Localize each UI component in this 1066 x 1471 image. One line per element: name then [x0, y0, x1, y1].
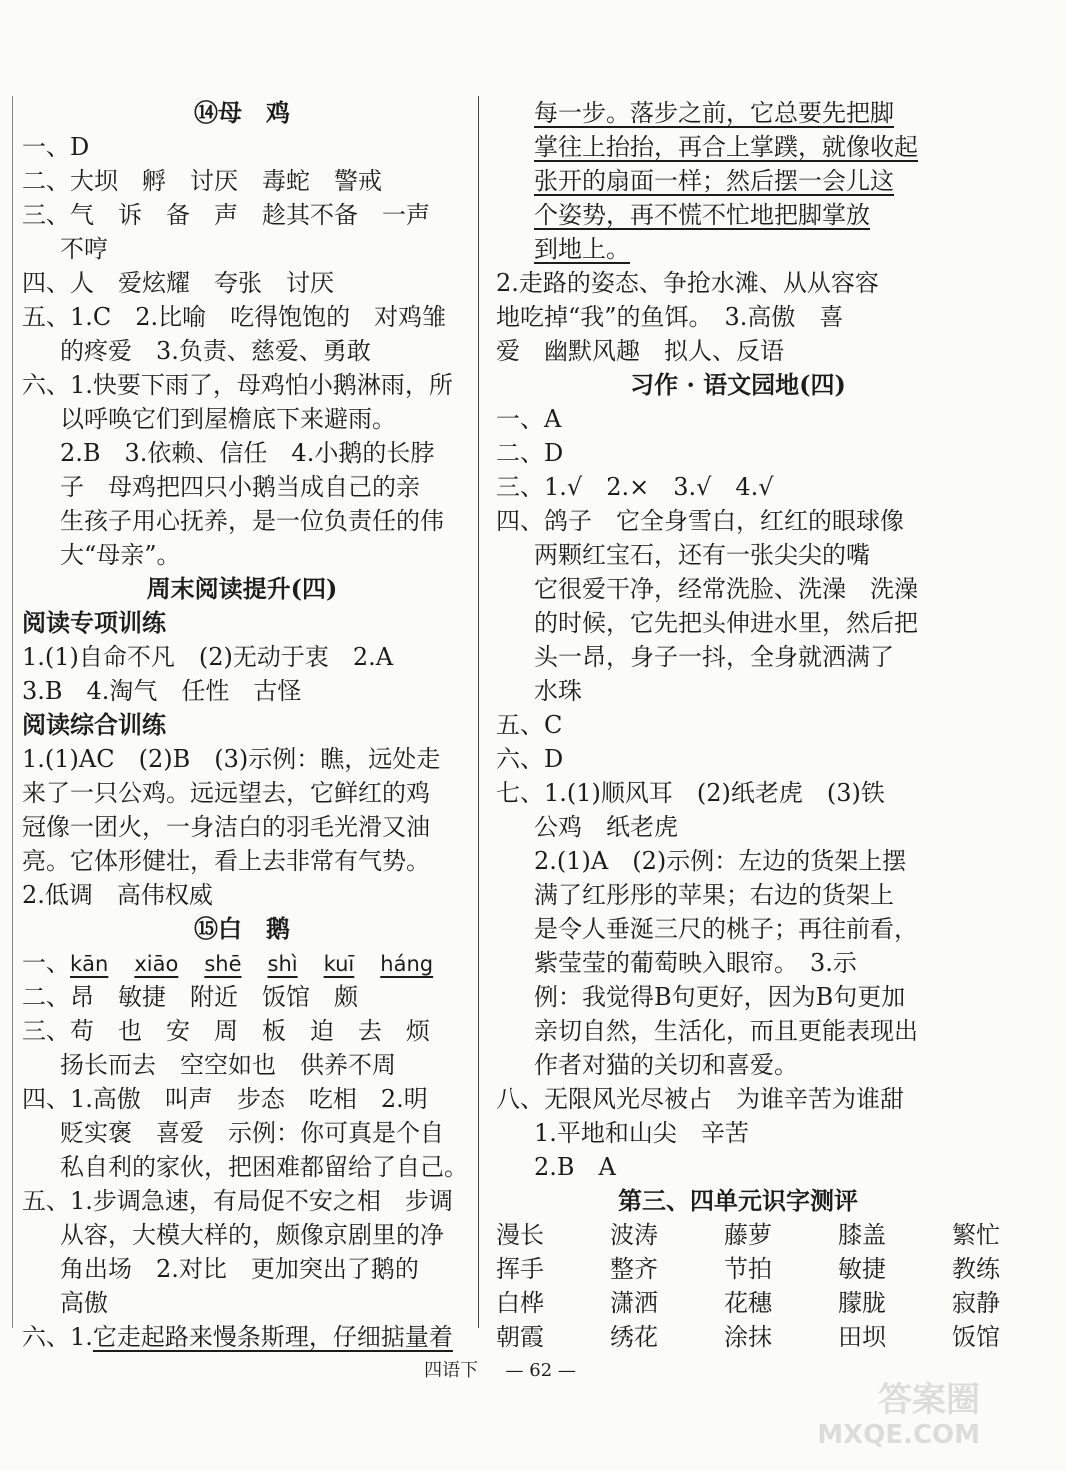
underlined-line: [496, 232, 980, 266]
answer-line: 贬实褒 喜爱 示例：你可真是个自: [60, 1119, 444, 1147]
word-item: 寂静: [952, 1289, 1000, 1317]
answer-line: 四、1.高傲 叫声 步态 吃相 2.明: [22, 1085, 428, 1113]
word-item: 挥手: [496, 1255, 544, 1283]
underlined-answer: 到地上。: [534, 235, 630, 263]
answer-line: 它很爱干净，经常洗脸、洗澡 洗澡: [534, 575, 918, 603]
word-row: [496, 1320, 1000, 1354]
watermark-line2: MXQE.COM: [817, 1420, 980, 1450]
answer-line: [22, 1320, 462, 1354]
word-item: 教练: [952, 1255, 1000, 1283]
answer-line: 2.(1)A (2)示例：左边的货架上摆: [534, 847, 907, 875]
section-title: ⑮白 鹅: [194, 914, 290, 943]
left-margin-rule: [12, 96, 13, 1328]
footer-label: 四语下: [424, 1360, 479, 1381]
underlined-answer: 每一步。落步之前，它总要先把脚: [534, 99, 894, 127]
underlined-answer: 掌往上抬抬，再合上掌蹼，就像收起: [534, 133, 918, 161]
answer-line: 1.(1)自命不凡 (2)无动于衷 2.A: [22, 643, 394, 671]
underlined-answer: 张开的扇面一样；然后摆一会儿这: [534, 167, 894, 195]
word-item: 朝霞: [496, 1323, 544, 1351]
answer-line: 从容，大模大样的，颇像京剧里的净: [60, 1221, 444, 1249]
pinyin-answer: kuī: [323, 952, 355, 976]
answer-line: 三、1.√ 2.× 3.√ 4.√: [496, 473, 774, 501]
answer-line: 五、C: [496, 711, 563, 739]
underlined-line: [496, 164, 980, 198]
answer-line: 二、大坝 孵 讨厌 毒蛇 警戒: [22, 167, 382, 195]
word-item: 敏捷: [838, 1255, 886, 1283]
answer-line: 2.走路的姿态、争抢水滩、从从容容: [496, 269, 879, 297]
word-row: [496, 1252, 1000, 1286]
answer-line: 阅读综合训练: [22, 710, 166, 739]
underlined-line: [496, 198, 980, 232]
word-item: 花穗: [724, 1289, 772, 1317]
watermark-logo: [780, 1380, 980, 1460]
answer-line: 二、昂 敏捷 附近 饭馆 颇: [22, 983, 358, 1011]
answer-line: 两颗红宝石，还有一张尖尖的嘴: [534, 541, 870, 569]
answer-line: 六、1.快要下雨了，母鸡怕小鹅淋雨，所: [22, 371, 453, 399]
answer-line: 的疼爱 3.负责、慈爱、勇敢: [60, 337, 371, 365]
answer-line: 紫莹莹的葡萄映入眼帘。 3.示: [534, 949, 857, 977]
pinyin-answer: kān: [70, 952, 109, 976]
answer-line: 角出场 2.对比 更加突出了鹅的: [60, 1255, 419, 1283]
answer-line: 水珠: [534, 677, 582, 705]
pinyin-answer: háng: [380, 952, 434, 976]
word-item: 饭馆: [952, 1323, 1000, 1351]
answer-line: 二、D: [496, 439, 564, 467]
pinyin-answer: shē: [204, 952, 242, 976]
left-column: [22, 96, 468, 1354]
answer-line: 七、1.(1)顺风耳 (2)纸老虎 (3)铁: [496, 779, 885, 807]
answer-line: 子 母鸡把四只小鹅当成自己的亲: [60, 473, 420, 501]
answer-line: 六、D: [496, 745, 564, 773]
word-item: 涂抹: [724, 1323, 772, 1351]
underlined-line: [496, 130, 980, 164]
answer-line: 扬长而去 空空如也 供养不周: [60, 1051, 396, 1079]
answer-line: 例：我觉得B句更好，因为B句更加: [534, 983, 906, 1011]
answer-line: 大“母亲”。: [60, 541, 181, 569]
answer-line: 爱 幽默风趣 拟人、反语: [496, 337, 784, 365]
page-number: — 62 —: [505, 1360, 576, 1381]
answer-line: 以呼唤它们到屋檐底下来避雨。: [60, 405, 396, 433]
underlined-answer: 它走起路来慢条斯理，仔细掂量着: [92, 1323, 453, 1351]
word-item: 潇洒: [610, 1289, 658, 1317]
answer-line: 四、人 爱炫耀 夸张 讨厌: [22, 269, 334, 297]
word-item: 膝盖: [838, 1221, 886, 1249]
answer-line: 亲切自然，生活化，而且更能表现出: [534, 1017, 918, 1045]
answer-line: 不哼: [60, 235, 108, 263]
word-item: 漫长: [496, 1221, 544, 1249]
word-item: 绣花: [610, 1323, 658, 1351]
answer-line: 来了一只公鸡。远远望去，它鲜红的鸡: [22, 779, 430, 807]
page-footer: [0, 1356, 1000, 1382]
answer-line: 1.平地和山尖 辛苦: [534, 1119, 749, 1147]
answer-line: 一、A: [496, 405, 562, 433]
column-divider: [478, 96, 479, 1328]
answer-line: 是令人垂涎三尺的桃子；再往前看，: [534, 915, 918, 943]
word-item: 藤萝: [724, 1221, 772, 1249]
section-title: ⑭母 鸡: [194, 98, 290, 127]
answer-line: 3.B 4.淘气 任性 古怪: [22, 677, 302, 705]
answer-line: 1.(1)AC (2)B (3)示例：瞧，远处走: [22, 745, 441, 773]
section-title: 周末阅读提升(四): [146, 574, 338, 603]
watermark-line1: 答案圈: [878, 1380, 980, 1420]
answer-line: 阅读专项训练: [22, 608, 166, 637]
answer-line: 2.低调 高伟权威: [22, 881, 213, 909]
word-row: [496, 1286, 1000, 1320]
word-item: 田坝: [838, 1323, 886, 1351]
answer-line: 地吃掉“我”的鱼饵。 3.高傲 喜: [496, 303, 844, 331]
answer-prefix: 六、1.: [22, 1323, 93, 1351]
answer-line: 高傲: [60, 1289, 108, 1317]
answer-line: 一、D: [22, 133, 90, 161]
word-item: 节拍: [724, 1255, 772, 1283]
section-title: 习作 · 语文园地(四): [630, 370, 846, 399]
answer-line: 2.B A: [534, 1153, 616, 1181]
answer-line: 生孩子用心抚养，是一位负责任的伟: [60, 507, 444, 535]
answer-line: 2.B 3.依赖、信任 4.小鹅的长脖: [60, 439, 435, 467]
answer-line: 私自利的家伙，把困难都留给了自己。: [60, 1153, 468, 1181]
answer-line: 冠像一团火，一身洁白的羽毛光滑又油: [22, 813, 430, 841]
answer-line: 作者对猫的关切和喜爱。: [534, 1051, 798, 1079]
word-item: 朦胧: [838, 1289, 886, 1317]
underlined-line: [496, 96, 980, 130]
answer-line: 四、鸽子 它全身雪白，红红的眼球像: [496, 507, 904, 535]
right-column: [496, 96, 1000, 1354]
answer-line: 八、无限风光尽被占 为谁辛苦为谁甜: [496, 1085, 904, 1113]
word-item: 整齐: [610, 1255, 658, 1283]
pinyin-answer: shì: [267, 952, 298, 976]
section-title: 第三、四单元识字测评: [618, 1186, 858, 1215]
answer-line: 的时候，它先把头伸进水里，然后把: [534, 609, 918, 637]
word-item: 白桦: [496, 1289, 544, 1317]
answer-line: 五、1.步调急速，有局促不安之相 步调: [22, 1187, 453, 1215]
pinyin-row: [22, 946, 462, 980]
answer-line: 三、苟 也 安 周 板 迫 去 烦: [22, 1017, 430, 1045]
answer-line: 满了红彤彤的苹果；右边的货架上: [534, 881, 894, 909]
answer-line: 亮。它体形健壮，看上去非常有气势。: [22, 847, 430, 875]
answer-line: 头一昂，身子一抖，全身就洒满了: [534, 643, 894, 671]
pinyin-prefix: 一、: [22, 949, 70, 977]
answer-line: 公鸡 纸老虎: [534, 813, 678, 841]
word-row: [496, 1218, 1000, 1252]
word-item: 波涛: [610, 1221, 658, 1249]
answer-line: 五、1.C 2.比喻 吃得饱饱的 对鸡雏: [22, 303, 447, 331]
underlined-answer: 个姿势，再不慌不忙地把脚掌放: [534, 201, 870, 229]
pinyin-answer: xiāo: [134, 952, 179, 976]
answer-line: 三、气 诉 备 声 趁其不备 一声: [22, 201, 430, 229]
word-item: 繁忙: [952, 1221, 1000, 1249]
